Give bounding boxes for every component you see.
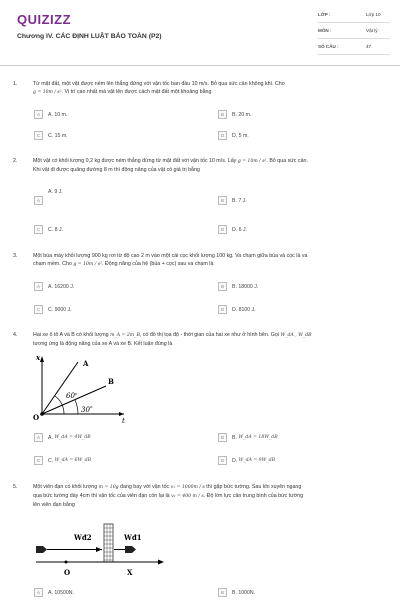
angle-30-label: 30 bbox=[81, 406, 90, 414]
line-b-label: B bbox=[108, 377, 114, 386]
option-letter: D bbox=[218, 456, 227, 465]
option-2c[interactable]: C C. 8 J. bbox=[34, 225, 63, 234]
question-text: Hai xe ô tô A và B có khối lượng m_A = 2m_B, có đồ thị tọa độ - thời gian của hai xe như ở hình bên. Gọi W_dA , W_dB tương ứng là động năng của xe A và xe B. Kết luận đúng là bbox=[33, 332, 312, 347]
question-text: Một vật có khối lượng 0,2 kg được ném thẳng đứng từ mặt đất với vận tốc 10 m/s. Lấy g = 10m / s². Bỏ qua sức cản. Khi vật đi được quãng đường 8 m thì động năng của vật có giá trị bằng bbox=[33, 158, 308, 173]
origin-label: O bbox=[33, 413, 40, 422]
option-4c[interactable]: C C. W_dA = 6W_dB bbox=[34, 456, 91, 465]
origin-dot bbox=[40, 412, 44, 416]
page-header bbox=[0, 0, 400, 62]
option-letter: A bbox=[34, 282, 43, 291]
option-1c[interactable]: C C. 15 m. bbox=[34, 131, 68, 140]
chapter-title: Chương IV. CÁC ĐỊNH LUẬT BẢO TOÀN (P2) bbox=[17, 33, 162, 40]
t-axis-arrow bbox=[119, 412, 124, 416]
option-letter: B bbox=[218, 588, 227, 597]
option-letter: A bbox=[34, 196, 43, 205]
origin-label: O bbox=[64, 568, 71, 577]
bullet-right bbox=[125, 546, 132, 553]
option-letter: D bbox=[218, 305, 227, 314]
option-2d[interactable]: D D. 6 J. bbox=[218, 225, 247, 234]
quizizz-logo: QUIZIZZ bbox=[17, 12, 72, 27]
header-divider bbox=[0, 65, 400, 66]
option-3a[interactable]: A A. 16200 J. bbox=[34, 282, 74, 291]
option-letter: C bbox=[34, 131, 43, 140]
angle-60-label: 60 bbox=[66, 392, 75, 400]
option-1a[interactable]: A A. 10 m. bbox=[34, 110, 67, 119]
option-1b[interactable]: B B. 20 m. bbox=[218, 110, 251, 119]
option-1d[interactable]: D D. 5 m. bbox=[218, 131, 249, 140]
option-4a[interactable]: A A. W_dA = 4W_dB bbox=[34, 433, 91, 442]
label-wd2: Wđ2 bbox=[74, 533, 92, 542]
t-axis-label: t bbox=[122, 417, 125, 424]
option-letter: A bbox=[34, 588, 43, 597]
x-axis-arrow bbox=[158, 560, 164, 565]
question-number: 2. bbox=[13, 158, 18, 164]
question-text: Một viên đạn có khối lượng m = 10g đang bay với vận tốc v₁ = 1000m / s thì gặp bức tường. Sau khi xuyên ngang qua bức tường dày 4cm thì vận tốc của viên đạn còn lại là v₂ = 400 m / s. Độ lớn lực cản trung bình của bức tường lên viên đạn bằng bbox=[33, 484, 304, 508]
x-axis-arrow bbox=[40, 356, 44, 362]
svg-text:o: o bbox=[90, 404, 93, 409]
question-number: 5. bbox=[13, 484, 18, 490]
option-5a[interactable]: A A. 10500N. bbox=[34, 588, 74, 597]
option-letter: B bbox=[218, 196, 227, 205]
option-letter: A bbox=[34, 433, 43, 442]
option-letter: B bbox=[218, 433, 227, 442]
meta-info bbox=[318, 12, 390, 60]
meta-class: LỚP : Lớp 10 bbox=[318, 12, 390, 23]
option-letter: C bbox=[34, 305, 43, 314]
option-letter: C bbox=[34, 225, 43, 234]
question-number: 1. bbox=[13, 81, 18, 87]
position-time-graph bbox=[28, 352, 128, 424]
bullet-wall-diagram bbox=[30, 520, 170, 580]
option-5b[interactable]: B B. 1000N. bbox=[218, 588, 255, 597]
bullet-left bbox=[36, 546, 43, 553]
option-letter: B bbox=[218, 282, 227, 291]
origin-dot bbox=[65, 561, 68, 564]
option-2b[interactable]: B B. 7 J. bbox=[218, 196, 247, 205]
wall bbox=[104, 524, 113, 562]
option-letter: C bbox=[34, 456, 43, 465]
option-3c[interactable]: C C. 9000 J. bbox=[34, 305, 72, 314]
line-a-label: A bbox=[83, 359, 89, 368]
question-text: Từ mặt đất, một vật được ném lên thẳng đứng với vận tốc ban đầu 10 m/s. Bỏ qua sức cản không khí. Cho g = 10m / s². Vị trí cao nhất mà vật lên được cách mặt đất một khoảng bằng bbox=[33, 81, 285, 95]
svg-text:o: o bbox=[75, 391, 78, 396]
label-wd1: Wđ1 bbox=[124, 533, 142, 542]
angle-arc-30 bbox=[75, 400, 78, 414]
x-axis-label: x bbox=[36, 353, 41, 362]
option-4b[interactable]: B B. W_dA = 18W_dB bbox=[218, 433, 278, 442]
option-2a[interactable]: A A. 9 J. bbox=[34, 186, 63, 205]
meta-subject: MÔN : Vật lý bbox=[318, 28, 390, 39]
question-number: 4. bbox=[13, 332, 18, 338]
angle-arc-60 bbox=[55, 396, 64, 414]
question-number: 3. bbox=[13, 253, 18, 259]
option-letter: D bbox=[218, 131, 227, 140]
option-4d[interactable]: D D. W_dA = 9W_dB bbox=[218, 456, 275, 465]
x-axis-label: X bbox=[127, 568, 133, 577]
option-letter: B bbox=[218, 110, 227, 119]
option-letter: A bbox=[34, 110, 43, 119]
meta-count: SỐ CÂU : 47 bbox=[318, 44, 390, 55]
option-3d[interactable]: D D. 8100 J. bbox=[218, 305, 256, 314]
question-text: Một búa máy khối lượng 900 kg rơi từ độ cao 2 m vào một cái cọc khối lượng 100 kg. Va chạm giữa búa và cọc là va chạm mềm. Cho g = 10m / s². Động năng của hệ (búa + cọc) sau va chạm là bbox=[33, 253, 308, 267]
option-letter: D bbox=[218, 225, 227, 234]
option-3b[interactable]: B B. 18000 J. bbox=[218, 282, 258, 291]
